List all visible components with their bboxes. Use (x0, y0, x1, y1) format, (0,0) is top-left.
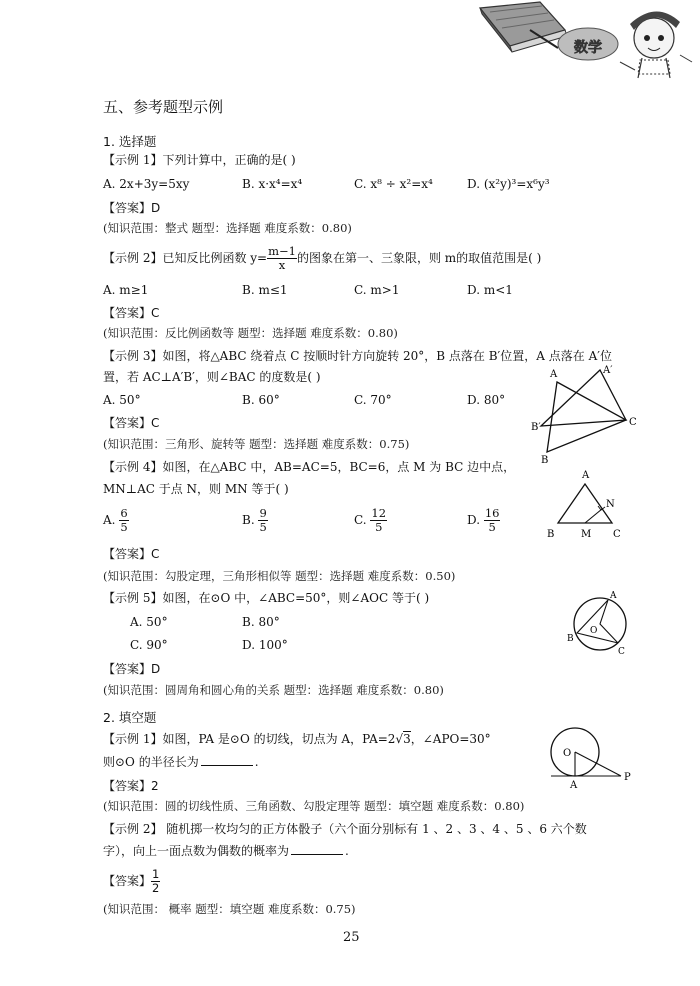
fill-q2-answer: 【答案】 $\frac{1}{2}$ (103, 867, 160, 895)
choice-q4-option-c: C. $\frac{12}{5}$ (354, 506, 387, 534)
choice-q5-option-a: A. 50° (130, 615, 168, 629)
choice-q2-stem (103, 244, 541, 272)
fill-q1-line2: 则⊙O 的半径长为 . (103, 755, 259, 769)
tangent-circle-figure (545, 726, 637, 792)
fill-q1-stem-post: ，∠APO=30° (410, 732, 491, 746)
choice-q1-answer: 【答案】D (103, 201, 161, 215)
choice-q2-frac-den: x (278, 258, 286, 272)
choice-q2-stem-post: 的图象在第一、三象限，则 m的取值范围是( ) (296, 251, 542, 265)
choice-q1-option-d: D. (x²y)³=x⁶y³ (467, 177, 550, 191)
choice-q1-option-c: C. x⁸ ÷ x²=x⁴ (354, 177, 433, 191)
label-A-prime: A′ (603, 365, 613, 376)
choice-q4-option-a: A. $\frac{6}{5}$ (103, 506, 128, 534)
fill-q1-note: (知识范围：圆的切线性质、三角函数、勾股定理等 题型：填空题 难度系数：0.80) (103, 799, 525, 813)
fill-q2-stem-line2: 字），向上一面点数为偶数的概率为 . (103, 844, 349, 858)
choice-q5-answer: 【答案】D (103, 662, 161, 676)
page-number: 25 (343, 930, 360, 945)
label-B: B (547, 529, 555, 540)
choice-q2-option-b: B. m≤1 (242, 283, 288, 297)
segment-op (575, 752, 621, 776)
angle-aoc (600, 600, 618, 643)
label-A: A (550, 369, 558, 380)
choice-q2-frac-num: m−1 (268, 244, 296, 258)
choice-q3-answer: 【答案】C (103, 416, 160, 430)
label-A: A (582, 470, 590, 481)
label-C: C (613, 529, 621, 540)
fill-q1-answer: 【答案】2 (103, 779, 159, 793)
fill-q1-blank[interactable] (201, 765, 253, 766)
label-B-prime: B′ (531, 422, 541, 433)
choice-q1-option-a: A. 2x+3y=5xy (103, 177, 190, 191)
choice-q4-option-a-frac: $\frac{6}{5}$ (120, 506, 128, 534)
choice-q1-note: (知识范围：整式 题型：选择题 难度系数：0.80) (103, 221, 352, 235)
label-C: C (629, 417, 637, 428)
fill-q1-radicand: 3 (403, 732, 411, 746)
choice-q1-option-b: B. x·x⁴=x⁴ (242, 177, 303, 191)
triangle-abc (558, 484, 612, 523)
choice-q4-option-b: B. $\frac{9}{5}$ (242, 506, 267, 534)
fill-q2-note: (知识范围： 概率 题型：填空题 难度系数：0.75) (103, 902, 356, 916)
choice-q2-option-a: A. m≥1 (103, 283, 149, 297)
choice-heading: 1. 选择题 (103, 134, 157, 149)
label-C: C (618, 647, 625, 657)
label-O: O (590, 626, 598, 636)
choice-q5-option-d: D. 100° (242, 638, 288, 652)
choice-q3-stem-line2: 置，若 AC⊥A′B′，则∠BAC 的度数是( ) (103, 370, 321, 384)
circle-angle-figure (562, 588, 636, 662)
choice-q4-option-b-frac: $\frac{9}{5}$ (259, 506, 267, 534)
fill-q2-blank[interactable] (291, 854, 343, 855)
choice-q3-option-d: D. 80° (467, 393, 506, 407)
segment-mn (585, 509, 602, 523)
sqrt-sign: √ (395, 732, 404, 746)
fill-heading: 2. 填空题 (103, 710, 157, 725)
triangle-abc (547, 382, 626, 452)
label-A: A (610, 591, 617, 601)
choice-q2-fraction (267, 245, 297, 272)
label-O: O (563, 748, 572, 759)
choice-q4-option-d-frac: $\frac{16}{5}$ (484, 506, 500, 534)
label-B: B (541, 455, 549, 466)
fill-q1-stem (103, 731, 491, 747)
choice-q3-option-a: A. 50° (103, 393, 141, 407)
choice-q4-stem-line2: MN⊥AC 于点 N，则 MN 等于( ) (103, 482, 289, 496)
fill-q1-stem-pre: 【示例 1】如图，PA 是⊙O 的切线，切点为 A，PA=2 (103, 732, 396, 746)
fill-q2-answer-frac: $\frac{1}{2}$ (152, 867, 160, 895)
section-title: 五、参考题型示例 (103, 98, 224, 116)
choice-q4-stem-line1: 【示例 4】如图，在△ABC 中，AB=AC=5，BC=6，点 M 为 BC 边中点， (103, 460, 516, 474)
choice-q4-note: (知识范围：勾股定理，三角形相似等 题型：选择题 难度系数：0.50) (103, 569, 456, 583)
rotation-triangle-figure (528, 362, 638, 470)
label-P: P (624, 772, 631, 783)
choice-q5-note: (知识范围：圆周角和圆心角的关系 题型：选择题 难度系数：0.80) (103, 683, 444, 697)
isosceles-triangle-figure (540, 464, 632, 542)
choice-q3-option-b: B. 60° (242, 393, 280, 407)
subject-badge: 数学 (574, 40, 602, 56)
choice-q2-option-c: C. m>1 (354, 283, 400, 297)
label-B: B (567, 634, 574, 644)
fill-q2-stem-line1: 【示例 2】 随机掷一枚均匀的正方体骰子（六个面分别标有 1 、2 、3 、4 、5 、6 六个数 (103, 822, 587, 836)
choice-q4-option-d: D. $\frac{16}{5}$ (467, 506, 500, 534)
choice-q5-stem: 【示例 5】如图，在⊙O 中，∠ABC=50°，则∠AOC 等于( ) (103, 591, 430, 605)
choice-q4-option-c-frac: $\frac{12}{5}$ (371, 506, 387, 534)
choice-q2-stem-pre: 【示例 2】已知反比例函数 y= (103, 251, 268, 265)
label-N: N (606, 499, 615, 510)
choice-q1-stem: 【示例 1】下列计算中，正确的是( ) (103, 153, 296, 167)
choice-q2-option-d: D. m<1 (467, 283, 513, 297)
choice-q3-option-c: C. 70° (354, 393, 392, 407)
choice-q2-answer: 【答案】C (103, 306, 160, 320)
choice-q5-option-b: B. 80° (242, 615, 280, 629)
label-A: A (570, 780, 578, 791)
choice-q2-note: (知识范围：反比例函数等 题型：选择题 难度系数：0.80) (103, 326, 398, 340)
choice-q5-option-c: C. 90° (130, 638, 168, 652)
choice-q3-stem-line1: 【示例 3】如图，将△ABC 绕着点 C 按顺时针方向旋转 20°，B 点落在 B′位置，A 点落在 A′位 (103, 349, 612, 363)
choice-q4-answer: 【答案】C (103, 547, 160, 561)
label-M: M (581, 529, 592, 540)
choice-q3-note: (知识范围：三角形、旋转等 题型：选择题 难度系数：0.75) (103, 437, 410, 451)
